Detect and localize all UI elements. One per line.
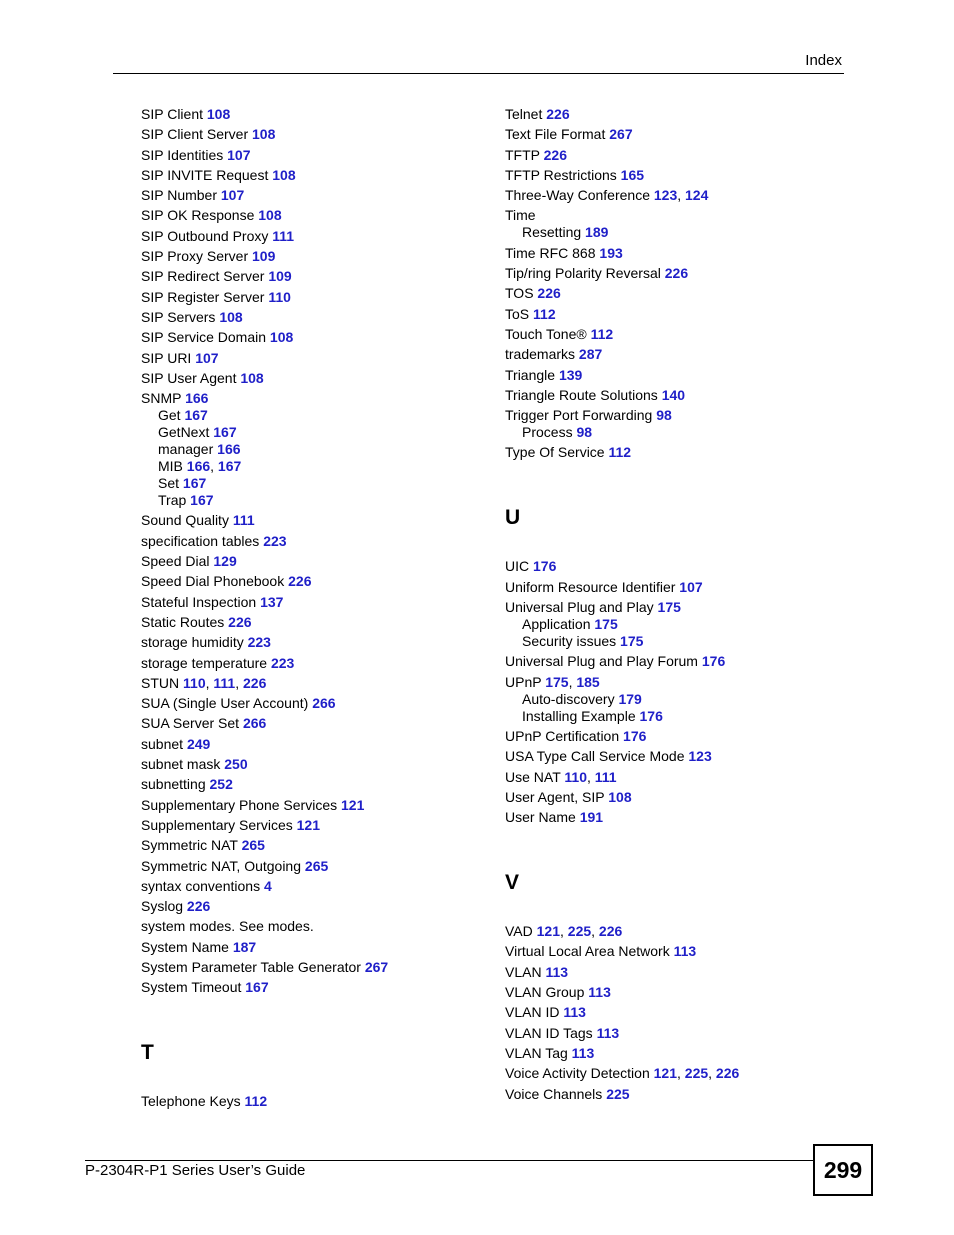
- index-entry: [505, 207, 855, 224]
- page-link[interactable]: 129: [213, 553, 237, 570]
- index-entry: [505, 923, 855, 940]
- index-entry: [141, 979, 491, 996]
- index-term: syntax conventions: [141, 877, 261, 894]
- page-link[interactable]: 109: [268, 268, 292, 285]
- index-entry: [141, 147, 491, 164]
- page-link[interactable]: 185: [576, 673, 600, 690]
- page-link[interactable]: 113: [596, 1024, 620, 1041]
- page-link[interactable]: 267: [364, 958, 389, 975]
- index-term: SIP Proxy Server: [141, 248, 249, 265]
- index-term: Trigger Port Forwarding: [505, 407, 653, 424]
- page-link[interactable]: 111: [272, 227, 295, 244]
- index-subentry: [141, 441, 491, 458]
- index-entry: [141, 736, 491, 753]
- footer-rule: [85, 1160, 814, 1161]
- page-link[interactable]: 189: [585, 224, 609, 241]
- index-entry: [141, 695, 491, 712]
- page-link[interactable]: 124: [685, 187, 709, 204]
- index-entry: [505, 444, 855, 461]
- index-entry: [141, 715, 491, 732]
- index-entry: [141, 106, 491, 123]
- index-entry: [505, 1045, 855, 1062]
- index-entry: [505, 1004, 855, 1021]
- index-entry: [505, 964, 855, 981]
- index-subentry: [141, 458, 491, 475]
- page-link[interactable]: 175: [657, 599, 681, 616]
- index-term: Supplementary Services: [141, 816, 293, 833]
- page-link[interactable]: 179: [618, 690, 642, 707]
- page-link[interactable]: 223: [270, 654, 295, 671]
- index-term: UPnP Certification: [505, 727, 620, 744]
- index-subentry: [505, 633, 855, 650]
- index-term: SIP Register Server: [141, 288, 265, 305]
- index-term: User Agent, SIP: [505, 788, 605, 805]
- index-subentries: [505, 691, 855, 725]
- page-link[interactable]: 98: [576, 424, 593, 441]
- index-term: Universal Plug and Play: [505, 599, 654, 616]
- index-subterm: Application: [522, 616, 591, 633]
- index-term: VLAN: [505, 963, 542, 980]
- index-entry: [505, 1025, 855, 1042]
- page-link[interactable]: 167: [245, 979, 269, 996]
- index-subentry: [141, 424, 491, 441]
- index-entry: [141, 533, 491, 550]
- page-link[interactable]: 121: [653, 1065, 677, 1082]
- index-term: VLAN ID: [505, 1004, 560, 1021]
- page-link[interactable]: 226: [546, 106, 570, 122]
- index-entry: [141, 858, 491, 875]
- index-term: subnetting: [141, 776, 206, 793]
- index-entry: [505, 1065, 855, 1082]
- index-subentry: [505, 424, 855, 441]
- index-entry: [141, 776, 491, 793]
- index-term: SIP Client: [141, 106, 203, 122]
- page-link[interactable]: 110: [183, 674, 206, 691]
- index-term: subnet: [141, 735, 184, 752]
- page-link[interactable]: 175: [620, 633, 644, 650]
- index-subentry: [505, 224, 855, 241]
- index-subterm: Set: [158, 475, 180, 492]
- index-term: Syslog: [141, 898, 184, 915]
- index-entry: [141, 289, 491, 306]
- page-link[interactable]: 113: [588, 984, 611, 1001]
- index-subentries: [505, 224, 855, 241]
- page-link[interactable]: 226: [598, 923, 623, 940]
- index-entry: [141, 329, 491, 346]
- index-term: SIP User Agent: [141, 369, 237, 386]
- index-term: Type Of Service: [505, 444, 605, 461]
- index-subentries: [505, 424, 855, 441]
- index-entry: [141, 959, 491, 976]
- page-link[interactable]: 225: [567, 923, 592, 940]
- index-subterm: Installing Example: [522, 707, 636, 724]
- index-entry: [141, 187, 491, 204]
- index-term: Telnet: [505, 106, 543, 122]
- index-term: TFTP Restrictions: [505, 166, 617, 183]
- page-link[interactable]: 176: [701, 653, 726, 670]
- index-entry: [505, 653, 855, 670]
- index-term: SIP Outbound Proxy: [141, 227, 269, 244]
- index-entry: [141, 655, 491, 672]
- page-link[interactable]: 176: [639, 707, 663, 724]
- page-number: 299: [823, 1156, 863, 1183]
- index-term: Three-Way Conference: [505, 187, 650, 204]
- index-term: VLAN ID Tags: [505, 1024, 593, 1041]
- page-link[interactable]: 287: [578, 346, 603, 363]
- index-term: subnet mask: [141, 756, 221, 773]
- page-separator: ,: [591, 923, 599, 940]
- page-link[interactable]: 110: [268, 288, 291, 305]
- page-link[interactable]: 108: [219, 308, 243, 325]
- index-term: Time: [505, 207, 536, 224]
- index-entry: [141, 817, 491, 834]
- index-entry: [141, 350, 491, 367]
- index-entry: [505, 809, 855, 826]
- page-link[interactable]: 267: [609, 126, 633, 143]
- page-link[interactable]: 167: [217, 458, 242, 475]
- index-term: system modes. See modes.: [141, 918, 314, 935]
- page-link[interactable]: 226: [186, 898, 211, 915]
- index-entry: [141, 573, 491, 590]
- index-subentry: [141, 475, 491, 492]
- page-link[interactable]: 252: [209, 776, 233, 793]
- page-link[interactable]: 249: [186, 735, 211, 752]
- index-entry: [505, 943, 855, 960]
- page-link[interactable]: 223: [263, 532, 287, 549]
- index-term: System Name: [141, 938, 229, 955]
- page-link[interactable]: 113: [545, 963, 569, 980]
- page-link[interactable]: 108: [252, 126, 276, 143]
- index-term: storage temperature: [141, 654, 268, 671]
- page-link[interactable]: 108: [269, 329, 294, 346]
- index-entry: [505, 769, 855, 786]
- index-entry: [505, 579, 855, 596]
- index-entry: [141, 553, 491, 570]
- index-entry: [505, 728, 855, 745]
- page-link[interactable]: 108: [240, 369, 264, 386]
- index-entry: [141, 248, 491, 265]
- page-link[interactable]: 107: [679, 578, 703, 595]
- page-link[interactable]: 107: [195, 349, 219, 366]
- page-link[interactable]: 193: [599, 244, 623, 261]
- index-entry: [505, 187, 855, 204]
- index-subentry: [505, 616, 855, 633]
- page-link[interactable]: 112: [533, 305, 556, 322]
- page-link[interactable]: 112: [244, 1093, 268, 1110]
- index-entry: [505, 167, 855, 184]
- index-entry: [141, 512, 491, 529]
- index-entry: [141, 634, 491, 651]
- index-entry: [141, 390, 491, 407]
- index-subterm: Process: [522, 424, 573, 441]
- page-link[interactable]: 111: [594, 768, 617, 785]
- page-link[interactable]: 113: [563, 1004, 586, 1021]
- index-entry: [141, 614, 491, 631]
- index-term: SIP Number: [141, 187, 217, 204]
- page-link[interactable]: 108: [272, 166, 296, 183]
- index-term: Stateful Inspection: [141, 593, 257, 610]
- page-link[interactable]: 167: [213, 424, 237, 441]
- index-entry: [141, 797, 491, 814]
- page-link[interactable]: 266: [242, 715, 267, 732]
- index-term: Triangle Route Solutions: [505, 386, 658, 403]
- index-subentry: [505, 691, 855, 708]
- index-term: Supplementary Phone Services: [141, 796, 338, 813]
- page-separator: ,: [586, 768, 595, 785]
- index-term: Virtual Local Area Network: [505, 943, 670, 960]
- page-link[interactable]: 98: [656, 407, 672, 424]
- index-entry: [505, 984, 855, 1001]
- index-entry: [505, 285, 855, 302]
- footer-guide-title: P-2304R-P1 Series User’s Guide: [85, 1162, 306, 1179]
- index-term: SIP OK Response: [141, 207, 255, 224]
- index-entry: [505, 245, 855, 262]
- page-link[interactable]: 166: [186, 458, 211, 475]
- index-term: Use NAT: [505, 768, 561, 785]
- index-entry: [505, 126, 855, 143]
- page-link[interactable]: 112: [608, 444, 632, 461]
- page-link[interactable]: 111: [213, 674, 236, 691]
- index-term: UPnP: [505, 673, 542, 690]
- page-link[interactable]: 225: [606, 1085, 630, 1102]
- index-term: Tip/ring Polarity Reversal: [505, 265, 661, 282]
- index-term: ToS: [505, 305, 530, 322]
- header-rule: [113, 73, 844, 74]
- index-column-right: [505, 106, 855, 1106]
- index-term: Speed Dial: [141, 553, 210, 570]
- index-term: VLAN Tag: [505, 1044, 568, 1061]
- index-term: TFTP: [505, 146, 540, 163]
- index-term: User Name: [505, 809, 576, 826]
- page-link[interactable]: 225: [684, 1065, 709, 1082]
- index-term: SIP Identities: [141, 146, 224, 163]
- page-link[interactable]: 137: [260, 593, 284, 610]
- page-link[interactable]: 176: [623, 727, 647, 744]
- index-entry: [505, 1086, 855, 1103]
- page-link[interactable]: 112: [590, 325, 614, 342]
- index-subentry: [505, 708, 855, 725]
- index-term: Universal Plug and Play Forum: [505, 653, 698, 670]
- index-entry: [505, 147, 855, 164]
- page-link[interactable]: 167: [190, 492, 214, 509]
- page-link[interactable]: 109: [252, 248, 276, 265]
- page-link[interactable]: 166: [217, 441, 241, 458]
- index-entry: [141, 126, 491, 143]
- page-link[interactable]: 107: [227, 146, 251, 163]
- page-link[interactable]: 266: [312, 695, 336, 712]
- index-term: SUA (Single User Account): [141, 695, 309, 712]
- page-link[interactable]: 107: [220, 187, 245, 204]
- page-link[interactable]: 226: [664, 265, 689, 282]
- index-subterm: Auto-discovery: [522, 690, 615, 707]
- index-entry: [141, 228, 491, 245]
- page-separator: ,: [560, 923, 568, 940]
- index-term: Static Routes: [141, 613, 225, 630]
- index-subentry: [141, 492, 491, 509]
- index-entry: [141, 837, 491, 854]
- page-link[interactable]: 226: [243, 674, 267, 691]
- index-term: System Timeout: [141, 979, 242, 996]
- index-term: SNMP: [141, 390, 182, 407]
- index-term: storage humidity: [141, 634, 244, 651]
- page-link[interactable]: 166: [185, 390, 209, 407]
- index-term: Time RFC 868: [505, 244, 596, 261]
- index-entry: [505, 326, 855, 343]
- index-entry: [141, 207, 491, 224]
- page-separator: ,: [568, 673, 577, 690]
- index-entry: [505, 346, 855, 363]
- page-link[interactable]: 187: [232, 938, 257, 955]
- index-term: TOS: [505, 285, 534, 302]
- page-separator: ,: [205, 674, 214, 691]
- index-term: STUN: [141, 674, 180, 691]
- page-separator: ,: [235, 674, 243, 691]
- page-link[interactable]: 165: [620, 166, 645, 183]
- page-link[interactable]: 139: [558, 366, 583, 383]
- index-entry: [141, 939, 491, 956]
- page-link[interactable]: 226: [715, 1065, 740, 1082]
- index-entry: [505, 265, 855, 282]
- index-subterm: Resetting: [522, 224, 582, 241]
- index-entry: [141, 756, 491, 773]
- page-link[interactable]: 111: [232, 512, 255, 529]
- index-term: System Parameter Table Generator: [141, 958, 361, 975]
- index-subterm: Trap: [158, 492, 187, 509]
- index-term: SIP Redirect Server: [141, 268, 265, 285]
- page-link[interactable]: 113: [571, 1044, 595, 1061]
- section-letter-v: V: [505, 871, 520, 895]
- index-term: SIP URI: [141, 349, 192, 366]
- index-term: USA Type Call Service Mode: [505, 748, 685, 765]
- page-link[interactable]: 113: [673, 943, 697, 960]
- index-column-left: [141, 106, 491, 1114]
- index-entry: [505, 674, 855, 691]
- index-subentries: [141, 407, 491, 509]
- page-link[interactable]: 108: [258, 207, 282, 224]
- index-term: Symmetric NAT, Outgoing: [141, 857, 302, 874]
- page-separator: ,: [677, 187, 686, 204]
- index-entry: [141, 167, 491, 184]
- index-subentry: [141, 407, 491, 424]
- page-link[interactable]: 167: [182, 475, 207, 492]
- section-letter-t: T: [141, 1041, 154, 1065]
- index-term: Telephone Keys: [141, 1093, 241, 1110]
- index-subentries: [505, 616, 855, 650]
- index-entry: [505, 748, 855, 765]
- page-link[interactable]: 4: [263, 877, 272, 894]
- page-link[interactable]: 108: [608, 788, 632, 805]
- index-entry: [141, 898, 491, 915]
- index-term: Text File Format: [505, 126, 606, 143]
- index-subterm: GetNext: [158, 424, 210, 441]
- page-link[interactable]: 226: [537, 285, 561, 302]
- page-link[interactable]: 123: [688, 748, 712, 765]
- index-entry: [505, 367, 855, 384]
- index-term: Uniform Resource Identifier: [505, 578, 676, 595]
- index-entry: [505, 599, 855, 616]
- page-link[interactable]: 265: [241, 837, 265, 854]
- page-link[interactable]: 123: [653, 187, 678, 204]
- index-subterm: MIB: [158, 458, 183, 475]
- page-link[interactable]: 175: [594, 616, 618, 633]
- index-entry: [141, 1093, 491, 1110]
- index-term: SIP INVITE Request: [141, 166, 269, 183]
- page-link[interactable]: 226: [288, 573, 312, 590]
- page-link[interactable]: 250: [224, 756, 248, 773]
- index-entry: [141, 309, 491, 326]
- page-number-box: [813, 1144, 873, 1196]
- index-term: VLAN Group: [505, 984, 585, 1001]
- index-entry: [141, 370, 491, 387]
- index-term: SIP Client Server: [141, 126, 249, 143]
- page-link[interactable]: 226: [543, 146, 567, 163]
- index-term: SIP Servers: [141, 308, 216, 325]
- index-term: Voice Activity Detection: [505, 1065, 650, 1082]
- page-link[interactable]: 121: [296, 816, 320, 833]
- index-term: specification tables: [141, 532, 260, 549]
- index-term: Symmetric NAT: [141, 837, 238, 854]
- index-subterm: Security issues: [522, 633, 617, 650]
- page-separator: ,: [677, 1065, 685, 1082]
- index-entry: [141, 594, 491, 611]
- page-link[interactable]: 265: [304, 857, 329, 874]
- page-link[interactable]: 175: [545, 673, 569, 690]
- index-entry: [505, 558, 855, 575]
- index-term: UIC: [505, 558, 530, 575]
- index-term: Triangle: [505, 366, 556, 383]
- index-term: Sound Quality: [141, 512, 229, 529]
- index-entry: [505, 306, 855, 323]
- page-link[interactable]: 121: [536, 923, 560, 940]
- page-link[interactable]: 121: [341, 796, 365, 813]
- index-entry: [141, 675, 491, 692]
- index-entry: [141, 268, 491, 285]
- page-link[interactable]: 223: [247, 634, 271, 651]
- page-link[interactable]: 176: [533, 558, 557, 575]
- index-subterm: Get: [158, 407, 181, 424]
- index-entry: [505, 106, 855, 123]
- index-term: SUA Server Set: [141, 715, 240, 732]
- page-separator: ,: [210, 458, 218, 475]
- index-term: Speed Dial Phonebook: [141, 573, 285, 590]
- index-term: trademarks: [505, 346, 576, 363]
- index-term: VAD: [505, 923, 533, 940]
- section-letter-u: U: [505, 506, 521, 530]
- index-term: SIP Service Domain: [141, 329, 267, 346]
- page-link[interactable]: 167: [184, 407, 208, 424]
- page-link[interactable]: 108: [206, 106, 231, 122]
- page-link[interactable]: 140: [661, 386, 686, 403]
- index-entry: [141, 918, 491, 935]
- index-entry: [505, 407, 855, 424]
- page-link[interactable]: 226: [228, 613, 252, 630]
- header-title: Index: [805, 52, 842, 69]
- page-link[interactable]: 110: [564, 768, 587, 785]
- index-entry: [505, 387, 855, 404]
- page-link[interactable]: 191: [579, 809, 604, 826]
- index-subterm: manager: [158, 441, 214, 458]
- index-term: Touch Tone®: [505, 325, 587, 342]
- index-entry: [141, 878, 491, 895]
- page-separator: ,: [708, 1065, 716, 1082]
- index-entry: [505, 789, 855, 806]
- index-term: Voice Channels: [505, 1085, 603, 1102]
